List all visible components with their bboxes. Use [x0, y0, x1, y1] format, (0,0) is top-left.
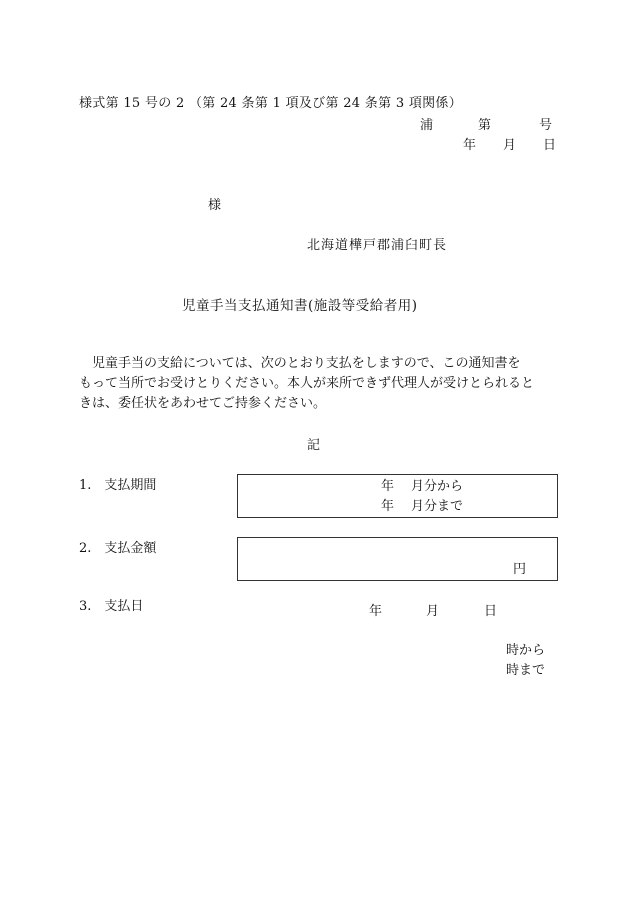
issue-date-month: 月: [503, 138, 517, 153]
period-from-year: 年: [381, 479, 395, 494]
time-to: 時まで: [506, 663, 546, 678]
payment-date-month: 月: [426, 604, 440, 619]
number-go: 号: [539, 118, 553, 133]
ki-heading: 記: [307, 438, 321, 453]
form-number: 様式第 15 号の 2 （第 24 条第 1 項及び第 24 条第 3 項関係）: [79, 96, 463, 111]
issue-date-day: 日: [543, 138, 557, 153]
amount-label: 2. 支払金額: [79, 541, 157, 556]
number-prefix: 浦: [420, 118, 434, 133]
body-line: きは、委任状をあわせてご持参ください。: [79, 396, 327, 411]
period-label: 1. 支払期間: [79, 478, 157, 493]
document-title: 児童手当支払通知書(施設等受給者用): [182, 298, 418, 314]
payment-date-year: 年: [369, 604, 383, 619]
period-from-month: 月分から: [411, 479, 464, 494]
period-to-month: 月分まで: [411, 499, 464, 514]
time-from: 時から: [506, 643, 546, 658]
payment-date-day: 日: [484, 604, 498, 619]
body-line: もって当所でお受けとりください。本人が来所できず代理人が受けとられると: [79, 376, 535, 391]
body-line: 児童手当の支給については、次のとおり支払をしますので、この通知書を: [79, 356, 521, 371]
number-dai: 第: [478, 118, 492, 133]
amount-box: [237, 537, 558, 581]
issue-date-year: 年: [463, 138, 477, 153]
body-paragraph: [79, 354, 559, 414]
amount-yen: 円: [513, 562, 527, 577]
payment-date-label: 3. 支払日: [79, 599, 144, 614]
period-to-year: 年: [381, 499, 395, 514]
issuer-name: 北海道樺戸郡浦臼町長: [307, 238, 448, 253]
recipient-suffix: 様: [208, 198, 222, 213]
period-box: [237, 474, 558, 518]
